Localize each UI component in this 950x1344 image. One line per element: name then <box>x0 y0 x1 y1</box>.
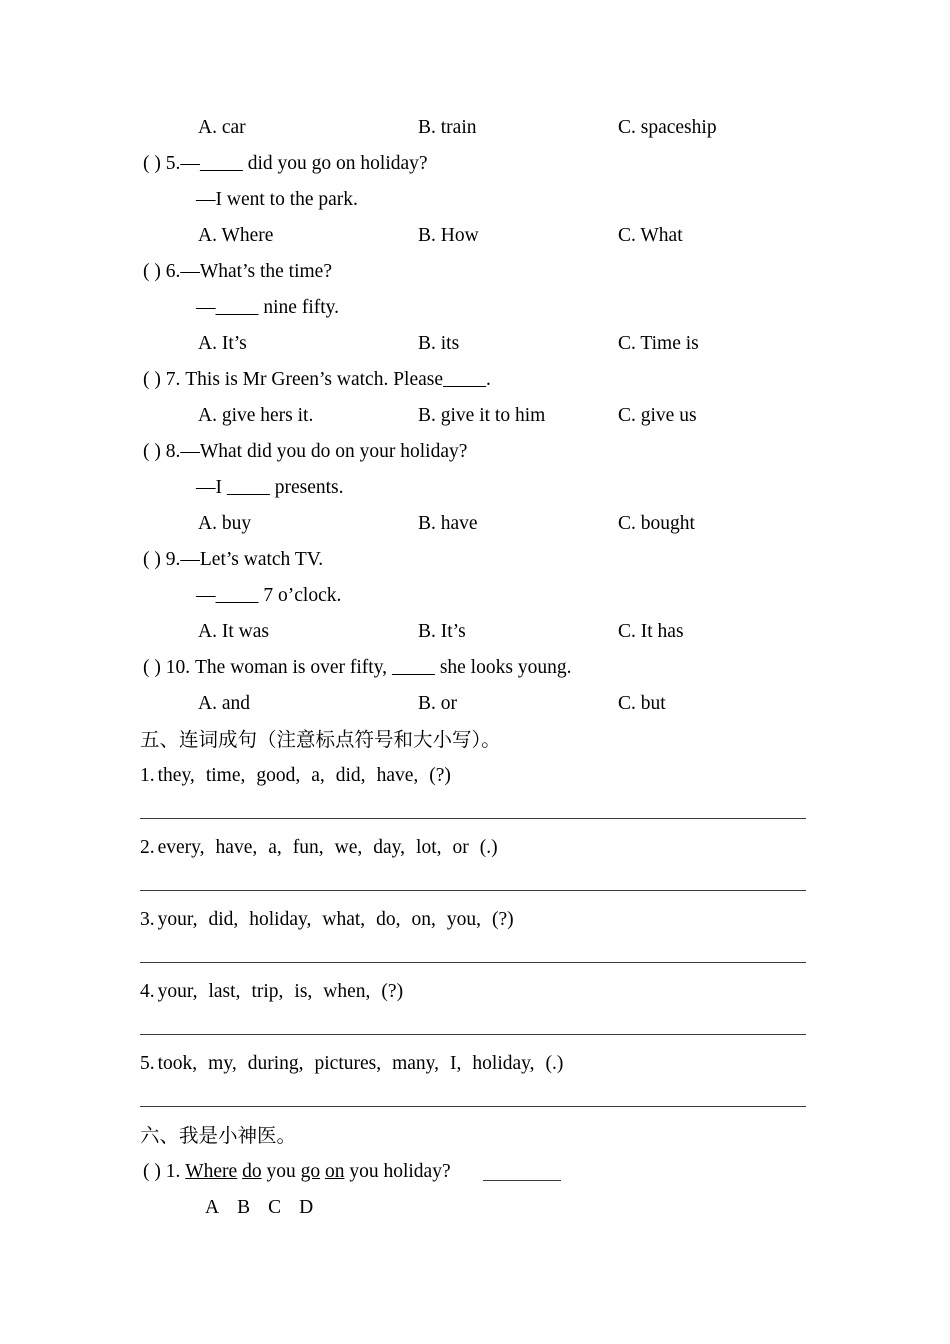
followup-before: — <box>196 585 216 606</box>
underlined-segment-c[interactable]: go <box>300 1161 321 1182</box>
choice-letter-d[interactable]: D <box>299 1197 314 1218</box>
inline-blank[interactable] <box>216 585 259 606</box>
word-order-item-1 <box>140 758 451 794</box>
inline-blank[interactable] <box>227 477 270 498</box>
stem-text-before: — <box>180 153 200 174</box>
underlined-segment-b[interactable]: do <box>242 1161 262 1182</box>
section-six-heading: 六、我是小神医。 <box>140 1124 297 1147</box>
question-followup-6 <box>196 290 950 326</box>
stem-text-before: The woman is over fifty, <box>195 657 392 678</box>
question-marker[interactable]: ( ) 10. <box>143 657 191 678</box>
option-row-8 <box>143 506 933 542</box>
option-b[interactable]: B. have <box>418 513 478 534</box>
followup-before: —I <box>196 477 227 498</box>
option-row-orphan <box>143 110 933 146</box>
option-c[interactable]: C. What <box>618 225 683 246</box>
inline-blank[interactable] <box>200 153 243 174</box>
option-a[interactable]: A. Where <box>198 225 274 246</box>
word-order-item-4 <box>140 974 403 1010</box>
option-row-5 <box>143 218 933 254</box>
option-b[interactable]: B. train <box>418 117 477 138</box>
item-number: 5. <box>140 1053 155 1074</box>
answer-rule-4[interactable] <box>140 1034 806 1035</box>
option-c[interactable]: C. It has <box>618 621 684 642</box>
question-marker[interactable]: ( ) 7. <box>143 369 181 390</box>
word-list: your, did, holiday, what, do, on, you, (?) <box>157 909 514 930</box>
followup-after: nine fifty. <box>258 297 340 318</box>
question-marker[interactable]: ( ) 8. <box>143 441 181 462</box>
option-b[interactable]: B. It’s <box>418 621 466 642</box>
stem-text-after: she looks young. <box>434 657 572 678</box>
option-b[interactable]: B. give it to him <box>418 405 546 426</box>
followup-after: 7 o’clock. <box>258 585 342 606</box>
question-followup-9 <box>196 578 950 614</box>
answer-rule-2[interactable] <box>140 890 806 891</box>
item-number: 1. <box>140 765 155 786</box>
inline-blank[interactable] <box>392 657 435 678</box>
question-marker[interactable]: ( ) 5. <box>143 153 181 174</box>
option-c[interactable]: C. bought <box>618 513 695 534</box>
word-order-item-5 <box>140 1046 563 1082</box>
word-order-item-2 <box>140 830 498 866</box>
option-c[interactable]: C. spaceship <box>618 117 717 138</box>
question-marker[interactable]: ( ) 1. <box>143 1161 181 1182</box>
stem-text: —What’s the time? <box>180 261 332 282</box>
word-list: every, have, a, fun, we, day, lot, or (.) <box>157 837 498 858</box>
option-c[interactable]: C. Time is <box>618 333 699 354</box>
item-number: 4. <box>140 981 155 1002</box>
underlined-segment-a[interactable]: Where <box>185 1161 238 1182</box>
item-number: 3. <box>140 909 155 930</box>
inline-blank[interactable] <box>443 369 486 390</box>
question-marker[interactable]: ( ) 6. <box>143 261 181 282</box>
question-stem-10 <box>143 650 933 686</box>
question-stem-5 <box>143 146 933 182</box>
answer-blank-short[interactable] <box>483 1180 561 1181</box>
option-row-9 <box>143 614 933 650</box>
question-stem-6 <box>143 254 933 290</box>
stem-text-before: This is Mr Green’s watch. Please <box>185 369 444 390</box>
answer-rule-5[interactable] <box>140 1106 806 1107</box>
question-stem-8 <box>143 434 933 470</box>
answer-rule-3[interactable] <box>140 962 806 963</box>
word-list: took, my, during, pictures, many, I, holiday, (.) <box>157 1053 564 1074</box>
option-b[interactable]: B. or <box>418 693 457 714</box>
option-row-6 <box>143 326 933 362</box>
option-a[interactable]: A. give hers it. <box>198 405 314 426</box>
option-a[interactable]: A. It was <box>198 621 269 642</box>
answer-rule-1[interactable] <box>140 818 806 819</box>
choice-letter-c[interactable]: C <box>268 1197 282 1218</box>
option-row-10 <box>143 686 933 722</box>
stem-text: —What did you do on your holiday? <box>180 441 468 462</box>
stem-text: —Let’s watch TV. <box>180 549 324 570</box>
option-row-7 <box>143 398 933 434</box>
word-list: they, time, good, a, did, have, (?) <box>157 765 451 786</box>
option-a[interactable]: A. car <box>198 117 246 138</box>
question-followup-5: —I went to the park. <box>196 189 358 210</box>
option-c[interactable]: C. but <box>618 693 666 714</box>
stem-text-after: . <box>486 369 491 390</box>
option-a[interactable]: A. It’s <box>198 333 247 354</box>
question-stem-7 <box>143 362 933 398</box>
word-order-item-3 <box>140 902 514 938</box>
question-marker[interactable]: ( ) 9. <box>143 549 181 570</box>
item-number: 2. <box>140 837 155 858</box>
word-list: your, last, trip, is, when, (?) <box>157 981 404 1002</box>
choice-letter-row <box>205 1190 331 1226</box>
underlined-segment-d[interactable]: on <box>324 1161 345 1182</box>
option-b[interactable]: B. its <box>418 333 460 354</box>
choice-letter-b[interactable]: B <box>237 1197 251 1218</box>
choice-letter-a[interactable]: A <box>205 1197 220 1218</box>
followup-before: — <box>196 297 216 318</box>
option-a[interactable]: A. and <box>198 693 250 714</box>
stem-text-after: did you go on holiday? <box>242 153 428 174</box>
question-stem-9 <box>143 542 933 578</box>
option-b[interactable]: B. How <box>418 225 479 246</box>
option-c[interactable]: C. give us <box>618 405 697 426</box>
error-correction-item-1: ( ) 1. Where do you go on you holiday? <box>143 1161 451 1182</box>
option-a[interactable]: A. buy <box>198 513 252 534</box>
section-five-heading: 五、连词成句（注意标点符号和大小写）。 <box>140 728 501 751</box>
inline-blank[interactable] <box>216 297 259 318</box>
followup-after: presents. <box>269 477 344 498</box>
question-followup-8 <box>196 470 950 506</box>
